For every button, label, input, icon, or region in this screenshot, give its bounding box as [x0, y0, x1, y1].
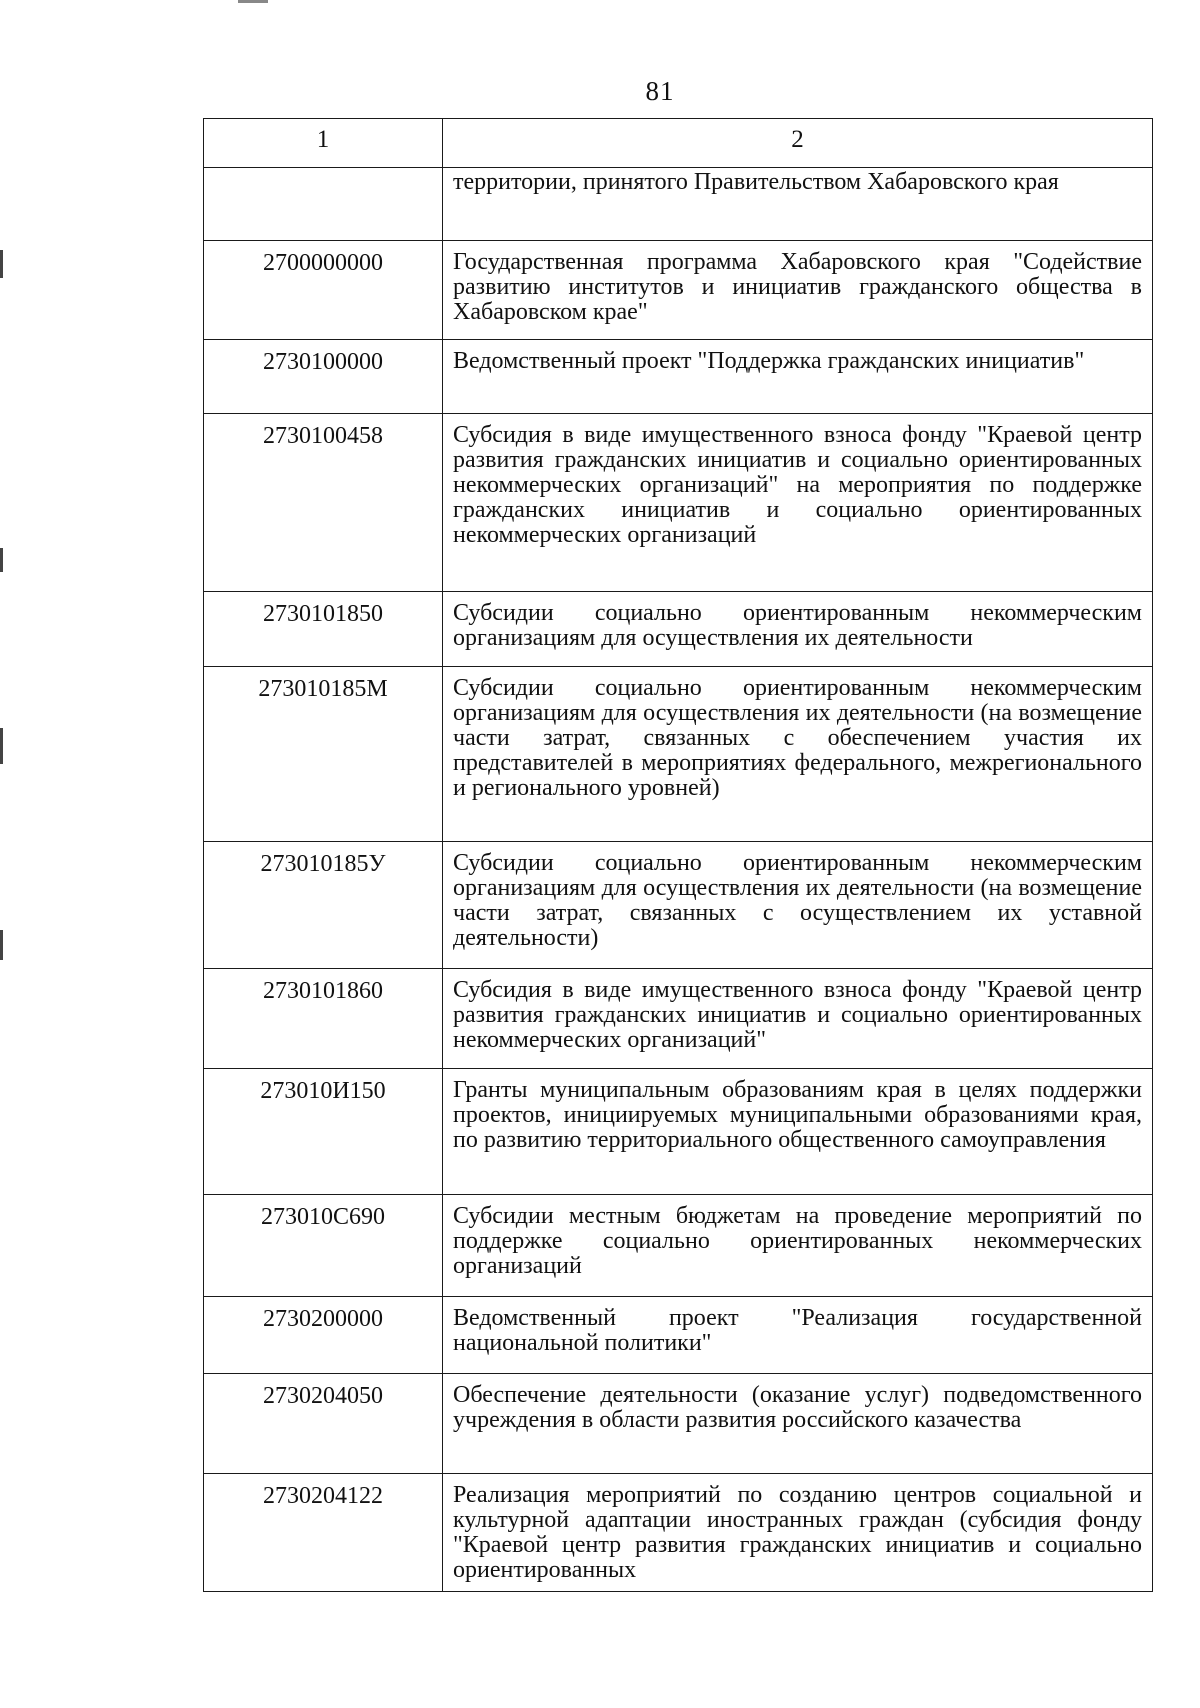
column-header-1: 1 — [204, 119, 443, 168]
table-row — [204, 842, 1153, 969]
row-code — [204, 168, 443, 241]
row-description: Обеспечение деятельности (оказание услуг) подведомственного учреждения в области развития российского казачества — [443, 1374, 1153, 1474]
table-row — [204, 592, 1153, 667]
table-row — [204, 340, 1153, 414]
row-code: 2730204050 — [204, 1374, 443, 1474]
table-row — [204, 1297, 1153, 1374]
table-row — [204, 168, 1153, 241]
table-row — [204, 667, 1153, 842]
table-row — [204, 1069, 1153, 1195]
table-row — [204, 241, 1153, 340]
table-row — [204, 1374, 1153, 1474]
table-row — [204, 1474, 1153, 1592]
row-code: 2730100000 — [204, 340, 443, 414]
row-code: 2730101850 — [204, 592, 443, 667]
table-row — [204, 414, 1153, 592]
row-code: 2730200000 — [204, 1297, 443, 1374]
row-description: территории, принятого Правительством Хабаровского края — [443, 168, 1153, 241]
row-code: 2730100458 — [204, 414, 443, 592]
scan-artifact — [238, 0, 268, 3]
scan-edge-marks — [0, 0, 4, 1708]
row-description: Субсидии социально ориентированным некоммерческим организациям для осуществления их деятельности (на возмещение части затрат, связанных с осуществлением их уставной деятельности) — [443, 842, 1153, 969]
row-code: 2700000000 — [204, 241, 443, 340]
row-code: 2730101860 — [204, 969, 443, 1069]
table-row — [204, 1195, 1153, 1297]
row-code: 273010185У — [204, 842, 443, 969]
column-header-2: 2 — [443, 119, 1153, 168]
budget-classification-table — [203, 118, 1153, 1592]
table-row — [204, 969, 1153, 1069]
row-description: Ведомственный проект "Реализация государственной национальной политики" — [443, 1297, 1153, 1374]
row-description: Реализация мероприятий по созданию центров социальной и культурной адаптации иностранных граждан (субсидия фонду "Краевой центр развития гражданских инициатив и социально ориентированных — [443, 1474, 1153, 1592]
row-code: 273010185М — [204, 667, 443, 842]
row-description: Ведомственный проект "Поддержка гражданских инициатив" — [443, 340, 1153, 414]
row-code: 273010И150 — [204, 1069, 443, 1195]
row-description: Субсидия в виде имущественного взноса фонду "Краевой центр развития гражданских инициатив и социально ориентированных некоммерческих организаций" на мероприятия по поддержке гражданских инициатив и социально ориентированных некоммерческих организаций — [443, 414, 1153, 592]
page-number: 81 — [645, 76, 675, 106]
row-description: Субсидия в виде имущественного взноса фонду "Краевой центр развития гражданских инициатив и социально ориентированных некоммерческих организаций" — [443, 969, 1153, 1069]
row-description: Субсидии местным бюджетам на проведение мероприятий по поддержке социально ориентированных некоммерческих организаций — [443, 1195, 1153, 1297]
row-description: Гранты муниципальным образованиям края в целях поддержки проектов, инициируемых муниципальными образованиями края, по развитию территориального общественного самоуправления — [443, 1069, 1153, 1195]
row-code: 2730204122 — [204, 1474, 443, 1592]
row-description: Субсидии социально ориентированным некоммерческим организациям для осуществления их деятельности (на возмещение части затрат, связанных с обеспечением участия их представителей в мероприятиях федерального, межрегионального и регионального уровней) — [443, 667, 1153, 842]
row-description: Субсидии социально ориентированным некоммерческим организациям для осуществления их деятельности — [443, 592, 1153, 667]
table-header-row — [204, 119, 1153, 168]
row-description: Государственная программа Хабаровского края "Содействие развитию институтов и инициатив гражданского общества в Хабаровском крае" — [443, 241, 1153, 340]
row-code: 273010С690 — [204, 1195, 443, 1297]
